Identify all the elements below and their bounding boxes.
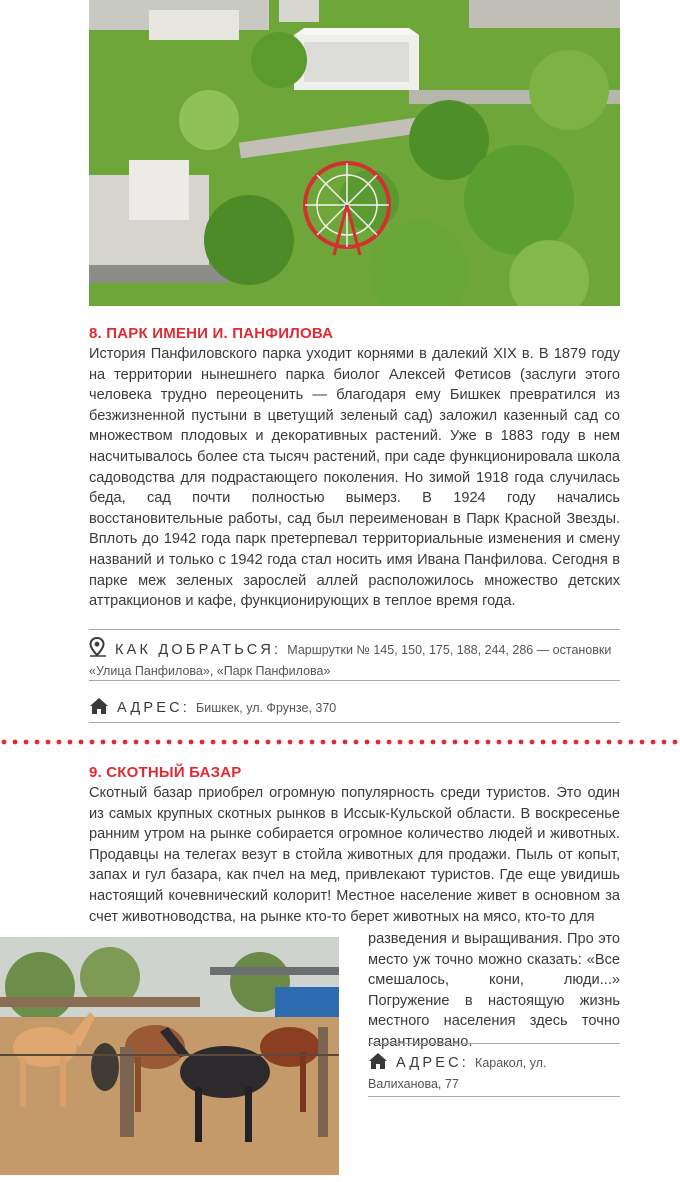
separator-dot <box>585 740 590 745</box>
separator-dot <box>178 740 183 745</box>
divider <box>368 1096 620 1097</box>
separator-dot <box>200 740 205 745</box>
separator-dot <box>541 740 546 745</box>
separator-dot <box>189 740 194 745</box>
separator-dot <box>321 740 326 745</box>
directions-label: КАК ДОБРАТЬСЯ: <box>115 642 282 658</box>
separator-dot <box>552 740 557 745</box>
separator-dot <box>640 740 645 745</box>
separator-dot <box>24 740 29 745</box>
separator-dot <box>266 740 271 745</box>
separator-dot <box>288 740 293 745</box>
separator-dot <box>255 740 260 745</box>
divider <box>89 629 620 630</box>
separator-dot <box>2 740 7 745</box>
separator-dot <box>618 740 623 745</box>
separator-dot <box>442 740 447 745</box>
horse-market-illustration <box>0 937 339 1175</box>
address-text: Каракол, ул. Валиханова, 77 <box>368 1056 547 1091</box>
separator-dot <box>343 740 348 745</box>
section-9-body-top: Скотный базар приобрел огромную популярность среди туристов. Это один из самых крупных скотных рынков в Иссык-Кульской области. В воскресенье ранним утром на рынке собирается огромное количество людей и животных. Продавцы на телегах везут в стойла животных для продажи. Пыль от копыт, запах и гул базара, как пчел на мед, привлекают туристов. Где еще увидишь настоящий кочевнический колорит! Местное население живет в основном за счет животноводства, на рынке кто-то берет животных на мясо, кто-то для <box>89 785 620 925</box>
separator-dot <box>244 740 249 745</box>
separator-dot <box>398 740 403 745</box>
separator-dot <box>651 740 656 745</box>
map-pin-icon <box>89 637 107 662</box>
separator-dot <box>13 740 18 745</box>
separator-dot <box>277 740 282 745</box>
separator-dot <box>35 740 40 745</box>
section-8-heading: 8. ПАРК ИМЕНИ И. ПАНФИЛОВА <box>89 325 334 342</box>
separator-dot <box>376 740 381 745</box>
house-icon <box>368 1052 388 1075</box>
separator-dot <box>57 740 62 745</box>
section-9-address <box>368 1052 620 1093</box>
separator-dot <box>662 740 667 745</box>
separator-dot <box>332 740 337 745</box>
divider <box>89 680 620 681</box>
separator-dot <box>101 740 106 745</box>
dotted-separator <box>0 738 680 746</box>
separator-dot <box>233 740 238 745</box>
section-8-directions <box>89 637 620 680</box>
house-icon <box>89 697 109 720</box>
separator-dot <box>222 740 227 745</box>
divider <box>368 1043 620 1044</box>
separator-dot <box>673 740 678 745</box>
separator-dot <box>464 740 469 745</box>
separator-dot <box>453 740 458 745</box>
separator-dot <box>596 740 601 745</box>
separator-dot <box>156 740 161 745</box>
park-aerial-illustration <box>89 0 620 306</box>
separator-dot <box>145 740 150 745</box>
separator-dot <box>629 740 634 745</box>
separator-dot <box>79 740 84 745</box>
separator-dot <box>519 740 524 745</box>
address-text: Бишкек, ул. Фрунзе, 370 <box>196 701 337 715</box>
address-label: АДРЕС: <box>396 1055 470 1071</box>
separator-dot <box>134 740 139 745</box>
horse-market-photo <box>0 937 339 1175</box>
section-9-heading: 9. СКОТНЫЙ БАЗАР <box>89 764 242 781</box>
separator-dot <box>387 740 392 745</box>
separator-dot <box>310 740 315 745</box>
separator-dot <box>365 740 370 745</box>
section-8-address <box>89 697 620 720</box>
separator-dot <box>299 740 304 745</box>
separator-dot <box>167 740 172 745</box>
address-label: АДРЕС: <box>117 700 191 716</box>
separator-dot <box>420 740 425 745</box>
section-8-body: История Панфиловского парка уходит корнями в далекий XIX в. В 1879 году на территории нынешнего парка биолог Алексей Фетисов (заслуги этого человека трудно переоценить — благодаря ему Бишкек превратился из безжизненной пустыни в цветущий зеленый сад) заложил казенный сад со множеством плодовых и декоративных растений. Уже в 1883 году в нем насчитывалось более ста тысяч растений, при саде функционировала школа садоводства для подрастающего поколения. Но зимой 1918 года случилась беда, сад почти полностью вымерз. В 1924 году начались восстановительные работы, сад был переименован в Парк Красной Звезды. Вплоть до 1942 года парк претерпевал территориальные изменения и смену названий и только с 1942 года стал носить имя Ивана Панфилова. Сегодня в парке меж зеленых зарослей аллей расположилось множество детских аттракционов и кафе, функционирующих в теплое время года. <box>89 346 620 610</box>
separator-dot <box>112 740 117 745</box>
separator-dot <box>497 740 502 745</box>
separator-dot <box>563 740 568 745</box>
section-9-body-side: разведения и выращивания. Про это место уж точно можно сказать: «Все смешалось, кони, люди...» Погружение в настоящую жизнь местного населения здесь точно гарантировано. <box>368 931 620 1050</box>
separator-dot <box>486 740 491 745</box>
separator-dot <box>574 740 579 745</box>
directions-text: Маршрутки № 145, 150, 175, 188, 244, 286 — остановки «Улица Панфилова», «Парк Панфилова» <box>89 643 612 678</box>
divider <box>89 722 620 723</box>
separator-dot <box>354 740 359 745</box>
separator-dot <box>68 740 73 745</box>
separator-dot <box>475 740 480 745</box>
park-aerial-photo <box>89 0 620 306</box>
separator-dot <box>431 740 436 745</box>
separator-dot <box>46 740 51 745</box>
separator-dot <box>530 740 535 745</box>
separator-dot <box>409 740 414 745</box>
separator-dot <box>123 740 128 745</box>
separator-dot <box>211 740 216 745</box>
separator-dot <box>607 740 612 745</box>
separator-dot <box>90 740 95 745</box>
separator-dot <box>508 740 513 745</box>
